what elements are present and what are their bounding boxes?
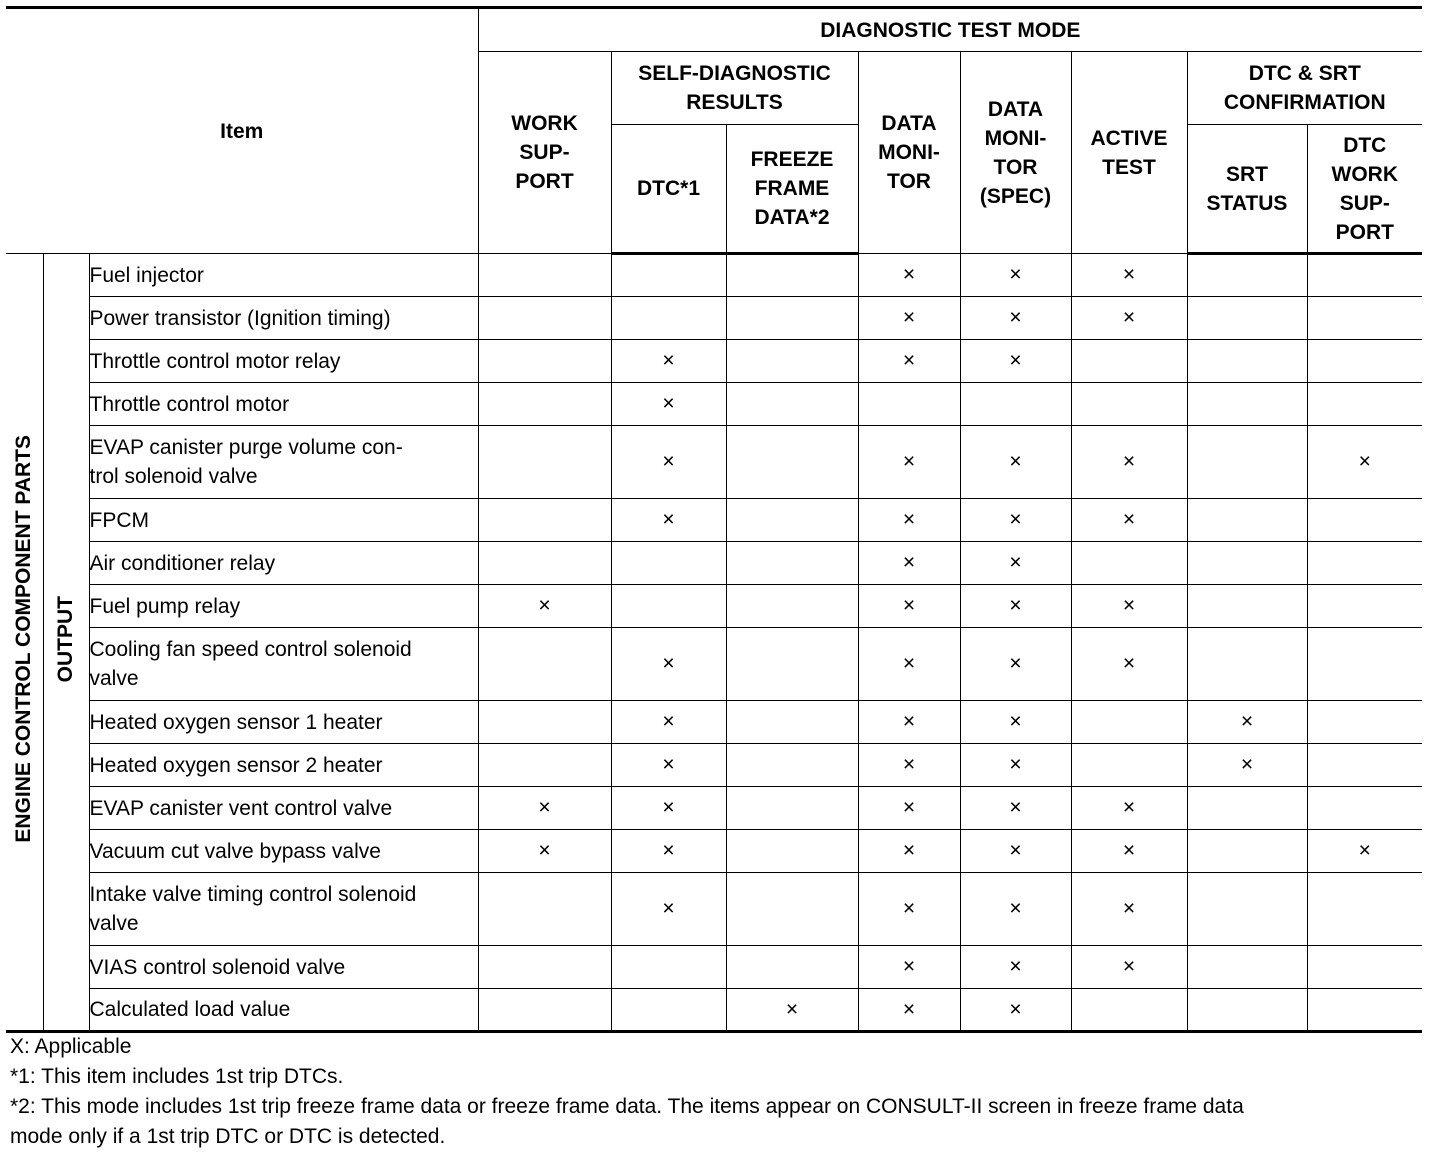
data-monitor-header: DATA MONI- TOR — [858, 52, 960, 254]
table-row — [6, 297, 1422, 340]
active-test-mark — [1071, 989, 1187, 1032]
table-row — [6, 383, 1422, 426]
freeze-frame-data-mark — [726, 254, 858, 297]
legend-applicable: X: Applicable — [10, 1035, 132, 1058]
active-test-mark: × — [1071, 830, 1187, 873]
dtc-mark: × — [611, 426, 726, 499]
work-support-mark — [478, 873, 611, 946]
item-name: Heated oxygen sensor 2 heater — [89, 744, 478, 787]
freeze-frame-data-mark — [726, 426, 858, 499]
data-monitor-spec-mark: × — [960, 340, 1071, 383]
freeze-frame-data-mark — [726, 946, 858, 989]
work-support-mark — [478, 701, 611, 744]
active-test-mark — [1071, 340, 1187, 383]
dtc-mark: × — [611, 340, 726, 383]
work-support-mark — [478, 542, 611, 585]
work-support-mark — [478, 946, 611, 989]
dtc-work-support-mark — [1307, 989, 1422, 1032]
dtc-work-support-mark — [1307, 383, 1422, 426]
srt-status-mark — [1187, 254, 1307, 297]
dtc-mark: × — [611, 830, 726, 873]
data-monitor-mark: × — [858, 946, 960, 989]
active-test-mark: × — [1071, 585, 1187, 628]
dtc-srt-confirmation-header: DTC & SRT CONFIRMATION — [1187, 52, 1422, 125]
data-monitor-spec-mark: × — [960, 989, 1071, 1032]
freeze-frame-data-mark — [726, 744, 858, 787]
table-row — [6, 628, 1422, 701]
freeze-frame-data-mark — [726, 873, 858, 946]
table-row — [6, 946, 1422, 989]
data-monitor-spec-mark: × — [960, 585, 1071, 628]
srt-status-mark — [1187, 499, 1307, 542]
srt-status-mark — [1187, 426, 1307, 499]
active-test-mark: × — [1071, 628, 1187, 701]
dtc-header: DTC*1 — [611, 125, 726, 254]
srt-status-mark — [1187, 297, 1307, 340]
item-name: Throttle control motor — [89, 383, 478, 426]
table-row — [6, 787, 1422, 830]
freeze-frame-data-mark: × — [726, 989, 858, 1032]
table-row — [6, 340, 1422, 383]
work-support-mark: × — [478, 830, 611, 873]
freeze-frame-data-mark — [726, 297, 858, 340]
diagnostic-test-mode-header: DIAGNOSTIC TEST MODE — [478, 8, 1422, 52]
data-monitor-mark: × — [858, 628, 960, 701]
dtc-mark: × — [611, 383, 726, 426]
freeze-frame-data-mark — [726, 542, 858, 585]
dtc-mark — [611, 585, 726, 628]
active-test-mark: × — [1071, 946, 1187, 989]
dtc-work-support-mark: × — [1307, 426, 1422, 499]
dtc-work-support-mark — [1307, 542, 1422, 585]
dtc-mark: × — [611, 499, 726, 542]
srt-status-mark — [1187, 383, 1307, 426]
work-support-mark — [478, 426, 611, 499]
active-test-mark: × — [1071, 254, 1187, 297]
freeze-frame-data-mark — [726, 340, 858, 383]
table-row — [6, 989, 1422, 1032]
srt-status-mark — [1187, 340, 1307, 383]
table-row — [6, 830, 1422, 873]
work-support-mark: × — [478, 787, 611, 830]
table-row — [6, 744, 1422, 787]
freeze-frame-data-mark — [726, 787, 858, 830]
item-name: Air conditioner relay — [89, 542, 478, 585]
item-name: Vacuum cut valve bypass valve — [89, 830, 478, 873]
data-monitor-spec-mark: × — [960, 628, 1071, 701]
data-monitor-spec-mark: × — [960, 542, 1071, 585]
active-test-mark — [1071, 383, 1187, 426]
subgroup-label-cell — [43, 254, 89, 1032]
data-monitor-mark: × — [858, 830, 960, 873]
srt-status-mark — [1187, 873, 1307, 946]
table-row — [6, 254, 1422, 297]
footnote-1: *1: This item includes 1st trip DTCs. — [10, 1065, 344, 1088]
dtc-work-support-mark — [1307, 744, 1422, 787]
dtc-mark: × — [611, 744, 726, 787]
data-monitor-spec-mark: × — [960, 830, 1071, 873]
data-monitor-mark: × — [858, 297, 960, 340]
data-monitor-mark: × — [858, 701, 960, 744]
item-name: Intake valve timing control solenoid valve — [89, 873, 478, 946]
subgroup-label: OUTPUT — [54, 595, 77, 683]
dtc-work-support-mark — [1307, 701, 1422, 744]
dtc-work-support-mark — [1307, 297, 1422, 340]
freeze-frame-data-mark — [726, 499, 858, 542]
data-monitor-spec-mark: × — [960, 254, 1071, 297]
data-monitor-spec-mark: × — [960, 946, 1071, 989]
dtc-mark: × — [611, 628, 726, 701]
data-monitor-mark: × — [858, 254, 960, 297]
data-monitor-spec-header: DATA MONI- TOR (SPEC) — [960, 52, 1071, 254]
footnote-2-line-2: mode only if a 1st trip DTC or DTC is detected. — [10, 1125, 446, 1148]
dtc-mark: × — [611, 873, 726, 946]
srt-status-mark — [1187, 830, 1307, 873]
data-monitor-spec-mark: × — [960, 873, 1071, 946]
group-label: ENGINE CONTROL COMPONENT PARTS — [12, 435, 36, 843]
item-name: EVAP canister vent control valve — [89, 787, 478, 830]
dtc-work-support-mark — [1307, 946, 1422, 989]
data-monitor-mark: × — [858, 873, 960, 946]
data-monitor-mark: × — [858, 989, 960, 1032]
table-row — [6, 499, 1422, 542]
freeze-frame-data-mark — [726, 830, 858, 873]
self-diagnostic-results-header: SELF-DIAGNOSTIC RESULTS — [611, 52, 858, 125]
table-row — [6, 701, 1422, 744]
dtc-work-support-mark — [1307, 873, 1422, 946]
srt-status-mark: × — [1187, 701, 1307, 744]
dtc-work-support-mark — [1307, 628, 1422, 701]
dtc-mark: × — [611, 787, 726, 830]
active-test-mark: × — [1071, 426, 1187, 499]
item-name: FPCM — [89, 499, 478, 542]
dtc-mark — [611, 254, 726, 297]
table-row — [6, 542, 1422, 585]
table-body — [6, 254, 1422, 1032]
dtc-work-support-mark — [1307, 585, 1422, 628]
work-support-mark — [478, 383, 611, 426]
active-test-mark — [1071, 701, 1187, 744]
work-support-mark — [478, 254, 611, 297]
table-row — [6, 585, 1422, 628]
table-row — [6, 873, 1422, 946]
data-monitor-spec-mark: × — [960, 701, 1071, 744]
item-name: Throttle control motor relay — [89, 340, 478, 383]
data-monitor-mark: × — [858, 787, 960, 830]
data-monitor-mark: × — [858, 542, 960, 585]
active-test-mark — [1071, 744, 1187, 787]
data-monitor-spec-mark: × — [960, 787, 1071, 830]
freeze-frame-data-mark — [726, 628, 858, 701]
work-support-mark — [478, 628, 611, 701]
data-monitor-mark — [858, 383, 960, 426]
data-monitor-mark: × — [858, 744, 960, 787]
dtc-mark — [611, 989, 726, 1032]
dtc-work-support-mark — [1307, 499, 1422, 542]
srt-status-mark — [1187, 542, 1307, 585]
srt-status-mark — [1187, 946, 1307, 989]
group-label-cell — [6, 254, 43, 1032]
dtc-mark — [611, 946, 726, 989]
data-monitor-mark: × — [858, 426, 960, 499]
srt-status-mark — [1187, 787, 1307, 830]
active-test-header: ACTIVE TEST — [1071, 52, 1187, 254]
diagnostic-test-mode-table — [6, 6, 1422, 1033]
footnotes — [10, 1032, 1416, 1152]
freeze-frame-data-mark — [726, 701, 858, 744]
item-name: Heated oxygen sensor 1 heater — [89, 701, 478, 744]
freeze-frame-data-mark — [726, 383, 858, 426]
dtc-work-support-mark — [1307, 254, 1422, 297]
data-monitor-mark: × — [858, 340, 960, 383]
data-monitor-spec-mark: × — [960, 297, 1071, 340]
active-test-mark: × — [1071, 873, 1187, 946]
data-monitor-spec-mark: × — [960, 499, 1071, 542]
item-header: Item — [6, 8, 478, 254]
item-name: EVAP canister purge volume con- trol solenoid valve — [89, 426, 478, 499]
work-support-mark — [478, 340, 611, 383]
freeze-frame-data-header: FREEZE FRAME DATA*2 — [726, 125, 858, 254]
footnote-2-line-1: *2: This mode includes 1st trip freeze frame data or freeze frame data. The items appear on CONSULT-II screen in freeze frame data — [10, 1095, 1244, 1118]
dtc-mark: × — [611, 701, 726, 744]
item-name: Power transistor (Ignition timing) — [89, 297, 478, 340]
data-monitor-spec-mark: × — [960, 744, 1071, 787]
dtc-work-support-mark: × — [1307, 830, 1422, 873]
dtc-work-support-header: DTC WORK SUP- PORT — [1307, 125, 1422, 254]
dtc-work-support-mark — [1307, 787, 1422, 830]
work-support-header: WORK SUP- PORT — [478, 52, 611, 254]
data-monitor-spec-mark — [960, 383, 1071, 426]
active-test-mark: × — [1071, 297, 1187, 340]
active-test-mark — [1071, 542, 1187, 585]
active-test-mark: × — [1071, 787, 1187, 830]
table-row — [6, 426, 1422, 499]
data-monitor-mark: × — [858, 585, 960, 628]
work-support-mark — [478, 989, 611, 1032]
item-name: VIAS control solenoid valve — [89, 946, 478, 989]
srt-status-mark — [1187, 585, 1307, 628]
dtc-mark — [611, 297, 726, 340]
item-name: Calculated load value — [89, 989, 478, 1032]
work-support-mark — [478, 297, 611, 340]
srt-status-mark: × — [1187, 744, 1307, 787]
data-monitor-mark: × — [858, 499, 960, 542]
srt-status-mark — [1187, 628, 1307, 701]
item-name: Fuel pump relay — [89, 585, 478, 628]
data-monitor-spec-mark: × — [960, 426, 1071, 499]
srt-status-header: SRT STATUS — [1187, 125, 1307, 254]
active-test-mark: × — [1071, 499, 1187, 542]
dtc-mark — [611, 542, 726, 585]
work-support-mark — [478, 744, 611, 787]
work-support-mark: × — [478, 585, 611, 628]
dtc-work-support-mark — [1307, 340, 1422, 383]
item-name: Fuel injector — [89, 254, 478, 297]
freeze-frame-data-mark — [726, 585, 858, 628]
item-name: Cooling fan speed control solenoid valve — [89, 628, 478, 701]
srt-status-mark — [1187, 989, 1307, 1032]
work-support-mark — [478, 499, 611, 542]
